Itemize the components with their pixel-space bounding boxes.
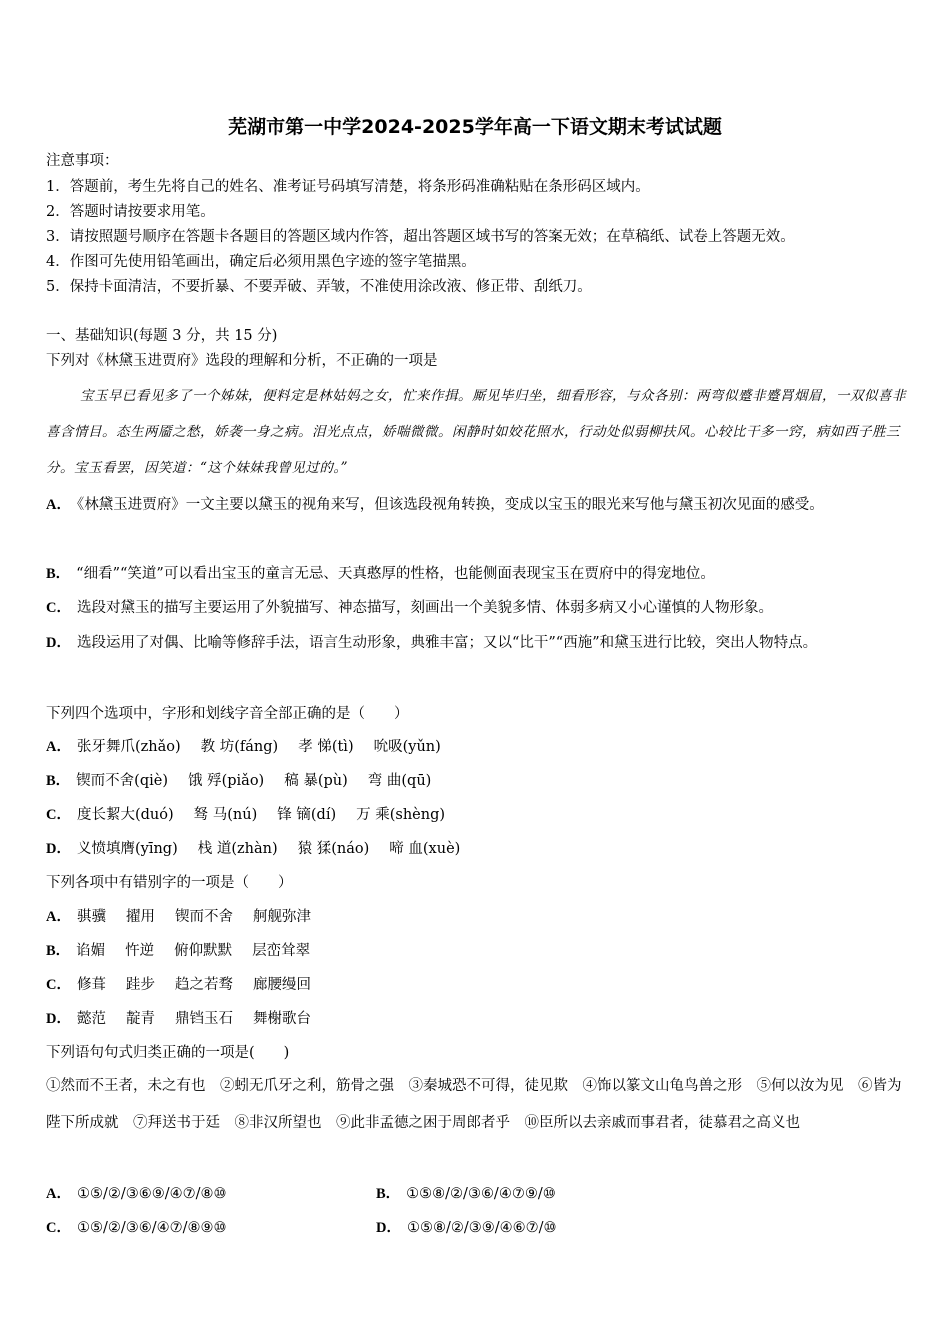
option-item: 万 乘(shèng) [356,807,446,823]
option-item: 义愤填膺(yīng) [76,841,178,857]
option-label: A． [46,1186,71,1202]
option-label: D． [376,1220,401,1236]
option-item: 弯 曲(qū) [367,773,432,789]
q3-option-d [46,1009,331,1029]
option-label: C． [46,977,71,993]
option-label: B． [46,773,71,789]
question-2-stem: 下列四个选项中，字形和划线字音全部正确的是（ ） [46,706,409,722]
option-label: A． [46,739,71,755]
q2-option-a [46,737,461,757]
question-1-stem: 下列对《林黛玉进贾府》选段的理解和分析，不正确的一项是 [46,353,438,369]
q1-option-b [46,556,906,593]
q4-option-a [46,1184,227,1204]
option-item: 擢用 [125,909,155,925]
option-item: 饿 殍(piǎo) [188,773,265,789]
q4-option-c [46,1218,227,1238]
option-item: 舸舰弥津 [252,909,311,925]
option-item: 吮吸(yǔn) [373,739,441,755]
notice-heading: 注意事项： [46,153,119,169]
q1-option-a [46,487,906,524]
option-item: 张牙舞爪(zhǎo) [76,739,181,755]
q2-option-c [46,805,465,825]
option-text: 《林黛玉进贾府》一文主要以黛玉的视角来写，但该选段视角转换，变成以宝玉的眼光来写他与黛玉初次见面的感受。 [76,497,824,513]
q1-option-c [46,590,906,627]
section-heading: 一、基础知识(每题 3 分，共 15 分) [46,328,278,344]
option-item: 锲而不舍(qiè) [76,773,168,789]
exam-title: 芜湖市第一中学2024-2025学年高一下语文期末考试试题 [228,116,722,138]
option-text: 选段运用了对偶、比喻等修辞手法，语言生动形象，典雅丰富；又以“比干”“西施”和黛玉进行比较，突出人物特点。 [76,635,818,651]
option-item: 稿 暴(pù) [284,773,348,789]
option-item: 孝 悌(tì) [298,739,354,755]
option-item: 懿范 [76,1011,106,1027]
notice-item: 4．作图可先使用铅笔画出，确定后必须用黑色字迹的签字笔描黑。 [46,254,476,270]
option-label: A． [46,497,71,513]
option-item: 舞榭歌台 [252,1011,311,1027]
option-label: C． [46,600,71,616]
option-item: 俯仰默默 [174,943,233,959]
option-label: D． [46,635,71,651]
option-text: ①⑤/②/③⑥/④⑦/⑧⑨⑩ [76,1220,227,1236]
option-text: 选段对黛玉的描写主要运用了外貌描写、神态描写，刻画出一个美貌多情、体弱多病又小心谨慎的人物形象。 [76,600,773,616]
option-item: 鼎铛玉石 [174,1011,233,1027]
option-item: 猿 猱(náo) [297,841,370,857]
q3-option-a [46,907,331,927]
q3-option-b [46,941,330,961]
option-item: 跬步 [125,977,155,993]
q3-option-c [46,975,331,995]
option-item: 趋之若骛 [174,977,233,993]
option-label: C． [46,807,71,823]
option-item: 谄媚 [76,943,106,959]
q4-option-d [376,1218,557,1238]
option-label: C． [46,1220,71,1236]
question-3-stem: 下列各项中有错别字的一项是（ ） [46,875,293,891]
option-item: 锲而不舍 [174,909,233,925]
option-item: 层峦耸翠 [252,943,311,959]
notice-item: 5．保持卡面清洁，不要折暴、不要弄破、弄皱，不准使用涂改液、修正带、刮纸刀。 [46,279,592,295]
option-label: B． [46,566,71,582]
notice-item: 1．答题前，考生先将自己的姓名、准考证号码填写清楚，将条形码准确粘贴在条形码区域内。 [46,179,650,195]
option-item: 驽 马(nú) [193,807,258,823]
option-label: D． [46,1011,71,1027]
option-text: ①⑤⑧/②/③⑨/④⑥⑦/⑩ [406,1220,557,1236]
notice-item: 3．请按照题号顺序在答题卡各题目的答题区域内作答，超出答题区域书写的答案无效；在草稿纸、试卷上答题无效。 [46,229,795,245]
question-4-stem: 下列语句句式归类正确的一项是( ) [46,1045,290,1061]
option-label: A． [46,909,71,925]
q2-option-d [46,839,480,859]
option-label: D． [46,841,71,857]
option-item: 忤逆 [125,943,155,959]
notice-item: 2．答题时请按要求用笔。 [46,204,215,220]
option-item: 骐骥 [76,909,106,925]
option-label: B． [376,1186,401,1202]
option-item: 度长絜大(duó) [76,807,174,823]
q4-option-b [376,1184,556,1204]
option-text: ①⑤⑧/②/③⑥/④⑦⑨/⑩ [406,1186,556,1202]
q1-option-d [46,625,906,662]
option-item: 修葺 [76,977,106,993]
option-item: 栈 道(zhàn) [197,841,278,857]
option-label: B． [46,943,71,959]
option-text: ①⑤/②/③⑥⑨/④⑦/⑧⑩ [76,1186,227,1202]
option-item: 锋 镝(dí) [277,807,337,823]
option-item: 啼 血(xuè) [389,841,461,857]
option-item: 教 坊(fáng) [200,739,279,755]
option-item: 廊腰缦回 [252,977,311,993]
q4-sentences: ①然而不王者，未之有也 ②蚓无爪牙之利，筋骨之强 ③秦城恐不可得，徒见欺 ④饰以篆文山龟鸟兽之形 ⑤何以汝为见 ⑥皆为陛下所成就 ⑦拜送书于廷 ⑧非汉所望也 ⑨此非孟德之困于周郎者乎 ⑩臣所以去亲戚而事君者，徒慕君之高义也 [46,1078,902,1131]
option-text: “细看”“笑道”可以看出宝玉的童言无忌、天真憨厚的性格，也能侧面表现宝玉在贾府中的得宠地位。 [76,566,715,582]
q2-option-b [46,771,451,791]
option-item: 靛青 [125,1011,155,1027]
reading-passage: 宝玉早已看见多了一个姊妹，便料定是林姑妈之女，忙来作揖。厮见毕归坐，细看形容，与众各别：两弯似蹙非蹙罥烟眉，一双似喜非喜含情目。态生两靥之愁，娇袭一身之病。泪光点点，娇喘微微。闲静时如姣花照水，行动处似弱柳扶风。心较比干多一窍，病如西子胜三分。宝玉看罢，因笑道：“这个妹妹我曾见过的。” [46,388,906,476]
